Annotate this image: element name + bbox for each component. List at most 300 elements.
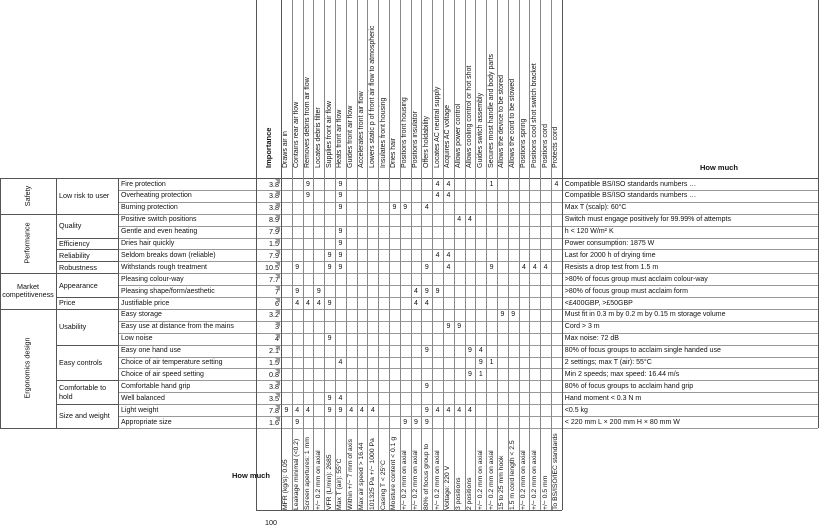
importance-value: 4: [275, 334, 279, 344]
target-value: +/− 0.5 mm: [541, 475, 549, 510]
grid-line: [118, 345, 818, 346]
target-value-column: [421, 428, 432, 510]
function-header-label: Locates AC neutral supply: [433, 86, 441, 168]
subcategory-label: Appearance: [59, 280, 98, 290]
function-header: [389, 0, 400, 178]
target-value: 1.5 m cord length < 2.5: [509, 440, 517, 510]
category-name: Ergonomics design: [23, 337, 33, 399]
relationship-value: 4: [522, 263, 526, 271]
requirement-label: Withstands rough treatment: [121, 263, 207, 271]
relationship-value: 9: [478, 359, 483, 366]
grid-line: [118, 368, 818, 369]
relationship-value: 9: [338, 180, 343, 188]
subcategory-label: Easy controls: [59, 357, 103, 367]
relationship-value: 9: [338, 240, 343, 247]
relationship-value: 9: [338, 406, 343, 414]
how-much-target: 2 settings; max T (air): 55°C: [564, 359, 652, 366]
requirement-label: Seldom breaks down (reliable): [121, 251, 216, 259]
relationship-value: 9: [500, 311, 505, 319]
function-header: [367, 0, 378, 178]
relationship-value: 4: [306, 406, 310, 414]
function-header-label: Allows cooling control or hot shot: [465, 65, 473, 168]
requirement-label: Fire protection: [121, 180, 166, 188]
subcategory-label: Robustness: [59, 262, 97, 272]
requirement-label: Well balanced: [121, 394, 165, 402]
subcategory-label: Usability: [59, 322, 87, 332]
how-much-target: < 220 mm L × 200 mm H × 80 mm W: [564, 418, 680, 426]
how-much-target: Switch must engage positively for 99.99% of attempts: [564, 216, 731, 224]
function-header-label: Draws air in: [282, 131, 290, 168]
function-header-label: Allows power control: [455, 103, 463, 168]
importance-marker: [275, 262, 280, 267]
grid-line: [118, 333, 818, 334]
target-value: 80% of focus group to: [422, 443, 430, 510]
function-header: [313, 0, 324, 178]
function-header: [551, 0, 562, 178]
how-much-target: Last for 2000 h of drying time: [564, 251, 656, 259]
requirement-label: Low noise: [121, 335, 153, 343]
relationship-value: 1: [489, 180, 494, 188]
category-name: Safety: [22, 185, 32, 207]
relationship-value: 9: [424, 347, 429, 355]
function-header: [335, 0, 346, 178]
how-much-target: Power consumption: 1875 W: [564, 240, 655, 247]
relationship-value: 4: [435, 180, 440, 188]
requirement-label: Justifiable price: [121, 299, 170, 307]
relationship-value: 9: [424, 406, 429, 414]
function-header: [465, 0, 476, 178]
target-value-column: [378, 428, 389, 510]
requirement-label: Appropriate size: [121, 418, 172, 426]
relationship-value: 4: [306, 299, 310, 307]
relationship-value: 9: [468, 347, 472, 355]
grid-line: [118, 416, 818, 417]
category-name: Market competitiveness: [2, 282, 54, 300]
grid-line: [0, 178, 1, 428]
importance-marker: [275, 191, 280, 196]
category-label: [0, 178, 56, 214]
function-header: [400, 0, 411, 178]
importance-value: 10.5: [265, 262, 279, 272]
requirement-label: Dries hair quickly: [121, 240, 175, 247]
function-header-label: Positions cord: [541, 124, 549, 168]
importance-value: 1.5: [269, 239, 279, 248]
category-label: [0, 309, 56, 428]
function-header-label: Supplies front air flow: [325, 101, 333, 168]
relationship-value: 4: [295, 299, 300, 307]
relationship-value: 9: [414, 418, 418, 426]
function-header: [529, 0, 540, 178]
grid-line: [118, 178, 119, 428]
target-value-column: [335, 428, 346, 510]
relationship-value: 9: [403, 204, 408, 212]
function-header-label: Allows the cord to be stowed: [509, 78, 517, 168]
grid-line: [118, 297, 818, 298]
relationship-value: 4: [468, 406, 472, 414]
subcategory-label: Quality: [59, 221, 82, 231]
importance-marker: [275, 239, 280, 244]
target-value: Max T (air): 55°C: [336, 458, 344, 510]
relationship-value: 9: [446, 323, 451, 331]
importance-value: 7.9: [269, 250, 279, 260]
relationship-value: 4: [446, 263, 451, 271]
importance-value: 3: [275, 322, 279, 332]
importance-value: 7.8: [269, 405, 279, 415]
function-header: [475, 0, 486, 178]
target-value-column: [475, 428, 486, 510]
relationship-value: 4: [295, 406, 300, 414]
importance-marker: [275, 286, 280, 291]
relationship-value: 9: [403, 418, 408, 426]
target-value-column: [508, 428, 519, 510]
importance-value: 3.2: [269, 310, 279, 320]
relationship-value: 4: [446, 251, 451, 259]
grid-line: [118, 392, 818, 393]
importance-marker: [275, 310, 280, 315]
requirement-label: Gentle and even heating: [121, 228, 198, 236]
importance-value: 3.8: [269, 179, 279, 189]
relationship-value: 4: [554, 180, 559, 188]
function-header: [443, 0, 454, 178]
how-much-target: Compatible BS/ISO standards numbers …: [564, 192, 697, 200]
grid-line: [118, 380, 818, 381]
function-header-label: Lowers static p of front air flow to atmospheric: [368, 25, 376, 168]
target-value-column: [313, 428, 324, 510]
importance-marker: [275, 381, 280, 386]
relationship-value: 9: [424, 263, 429, 271]
importance-value: 3.8: [269, 203, 279, 213]
target-value: +/− 0.2 mm on axial: [476, 450, 484, 510]
function-header-label: Protects cord: [552, 126, 560, 168]
target-value: VFR (L/min): 2685: [325, 454, 333, 510]
function-header: [508, 0, 519, 178]
target-value: Screen apertures: 1 mm: [303, 437, 311, 510]
how-much-target: h < 120 W/m² K: [564, 228, 614, 236]
how-much-target: Hand moment < 0.3 N m: [564, 394, 642, 402]
target-value: 3 positions: [455, 477, 463, 510]
function-header: [432, 0, 443, 178]
importance-marker: [275, 405, 280, 410]
target-value: +/− 0.2 mm on axial: [530, 450, 538, 510]
relationship-value: 9: [338, 228, 343, 236]
function-header: [411, 0, 422, 178]
function-header: [281, 0, 292, 178]
grid-line: [118, 249, 818, 250]
target-value-column: [519, 428, 530, 510]
target-value-column: [454, 428, 465, 510]
target-value: +/− 0.2 mm on axial: [411, 450, 419, 510]
target-value-column: [367, 428, 378, 510]
target-value-column: [292, 428, 303, 510]
function-header: [292, 0, 303, 178]
relationship-value: 4: [446, 406, 451, 414]
target-value: +/− 0.2 mm on axial: [519, 450, 527, 510]
target-value: Casing T < 25°C: [379, 460, 387, 510]
target-value-column: [303, 428, 314, 510]
subcategory-label: Efficiency: [59, 238, 90, 248]
importance-value: 7.9: [269, 227, 279, 237]
importance-marker: [275, 215, 280, 220]
relationship-value: 9: [468, 370, 472, 378]
relationship-value: 4: [414, 287, 418, 295]
how-much-target: >80% of focus group must acclaim form: [564, 287, 688, 295]
function-header: [519, 0, 530, 178]
function-header: [497, 0, 508, 178]
relationship-value: 9: [338, 204, 343, 212]
target-value: 101325 Pa +/− 1000 Pa: [368, 438, 376, 510]
grid-line: [118, 285, 818, 286]
relationship-value: 4: [338, 359, 343, 366]
target-value: +/− 0.2 mm on axial: [401, 450, 409, 510]
function-header-label: Insulates front housing: [379, 97, 387, 168]
relationship-value: 4: [457, 216, 462, 224]
requirement-label: Overheating protection: [121, 192, 192, 200]
target-value: +/− 0.2 mm on axial: [487, 450, 495, 510]
relationship-value: 4: [424, 299, 429, 307]
relationship-value: 9: [327, 263, 332, 271]
importance-marker: [275, 298, 280, 303]
importance-total: 100: [265, 518, 277, 527]
importance-value: 8.9: [269, 215, 279, 225]
category-name: Performance: [23, 222, 32, 265]
relationship-value: 4: [457, 406, 462, 414]
importance-marker: [275, 417, 280, 422]
target-value-column: [411, 428, 422, 510]
relationship-value: 4: [446, 192, 451, 200]
relationship-value: 9: [327, 406, 332, 414]
function-header-label: Guides switch assembly: [476, 92, 484, 168]
target-value-column: [443, 428, 454, 510]
importance-value: 3.5: [269, 393, 279, 403]
target-value: Leakage minimal (<0.2): [293, 438, 301, 510]
grid-line: [118, 226, 818, 227]
target-value-column: [497, 428, 508, 510]
function-header-label: Positions cool shot switch bracket: [530, 63, 538, 168]
function-header-label: Positions spring: [519, 118, 527, 168]
target-value: Within +/− 7 mm of axis: [347, 438, 355, 510]
importance-marker: [275, 322, 280, 327]
requirement-label: Choice of air speed setting: [121, 370, 204, 378]
target-value-column: [529, 428, 540, 510]
function-header-label: Contains rear air flow: [293, 101, 301, 168]
relationship-value: 9: [327, 394, 332, 402]
subcategory-label: Reliability: [59, 250, 90, 260]
relationship-value: 9: [338, 263, 343, 271]
function-header-label: Positions front housing: [401, 97, 409, 168]
function-header-label: Guides front air flow: [347, 105, 355, 168]
category-label: [0, 273, 56, 309]
function-header-label: Accelerates front air flow: [357, 91, 365, 168]
how-much-target: Min 2 speeds; max speed: 16.44 m/s: [564, 370, 680, 378]
function-header-label: Heats front air flow: [336, 109, 344, 168]
grid-line: [118, 404, 818, 405]
requirement-label: Comfortable hand grip: [121, 382, 191, 390]
relationship-value: 4: [435, 192, 440, 200]
function-header-label: Removes debris from air flow: [303, 77, 311, 168]
function-header-label: Offers holdability: [422, 115, 430, 168]
how-much-target: Max T (scalp): 60°C: [564, 204, 627, 212]
relationship-value: 9: [327, 251, 332, 259]
relationship-value: 4: [349, 406, 354, 414]
how-much-target: Max noise: 72 dB: [564, 335, 619, 343]
category-label: [0, 214, 56, 274]
function-header: [454, 0, 465, 178]
target-value-column: [432, 428, 443, 510]
grid-line: [256, 0, 257, 510]
requirement-label: Easy storage: [121, 311, 162, 319]
relationship-value: 9: [338, 251, 343, 259]
importance-marker: [275, 358, 280, 363]
grid-line: [118, 202, 818, 203]
requirement-label: Easy use at distance from the mains: [121, 323, 234, 331]
requirement-label: Choice of air temperature setting: [121, 359, 223, 366]
target-value: 15 to 25 mm hook: [498, 455, 506, 510]
function-header-label: Acquires AC voltage: [444, 104, 452, 168]
target-value: 2 positions: [465, 477, 473, 510]
function-header: [346, 0, 357, 178]
relationship-value: 9: [489, 263, 494, 271]
importance-header-label: Importance: [263, 127, 273, 168]
function-header-label: Secures most handle and body parts: [487, 53, 495, 168]
target-value-column: [346, 428, 357, 510]
grid-line: [118, 309, 818, 310]
relationship-value: 4: [446, 180, 451, 188]
function-header-label: Allows the device to be stored: [498, 75, 506, 168]
relationship-value: 9: [435, 287, 440, 295]
how-much-target: Resists a drop test from 1.5 m: [564, 263, 659, 271]
relationship-value: 4: [435, 406, 440, 414]
importance-marker: [275, 346, 280, 351]
grid-line: [562, 0, 563, 510]
importance-value: 3.8: [269, 191, 279, 201]
how-much-target: >80% of focus group must acclaim colour-way: [564, 275, 708, 283]
function-header: [357, 0, 368, 178]
requirement-label: Easy one hand use: [121, 347, 181, 355]
requirement-label: Burning protection: [121, 204, 178, 212]
function-header: [540, 0, 551, 178]
grid-line: [118, 238, 818, 239]
target-value-column: [324, 428, 335, 510]
how-much-footer-label: How much: [232, 471, 270, 480]
importance-marker: [275, 369, 280, 374]
relationship-value: 9: [306, 192, 310, 200]
target-value: Moisture content < 0.1 g: [390, 436, 398, 510]
target-value: MFR (kg/s): 0.05: [282, 459, 290, 510]
target-value-column: [486, 428, 497, 510]
relationship-value: 9: [306, 180, 310, 188]
target-value: +/− 0.2 mm on axial: [433, 450, 441, 510]
target-value-column: [389, 428, 400, 510]
relationship-value: 9: [327, 299, 332, 307]
relationship-value: 4: [478, 347, 483, 355]
grid-line: [118, 261, 818, 262]
relationship-value: 9: [338, 192, 343, 200]
importance-marker: [275, 334, 280, 339]
importance-value: 7.7: [269, 274, 279, 284]
how-much-target: Cord > 3 m: [564, 323, 600, 331]
relationship-value: 9: [424, 382, 429, 390]
relationship-value: 9: [295, 287, 300, 295]
relationship-value: 1: [489, 359, 494, 366]
importance-marker: [275, 250, 280, 255]
relationship-value: 4: [338, 394, 343, 402]
importance-marker: [275, 203, 280, 208]
requirement-label: Pleasing shape/form/aesthetic: [121, 287, 215, 295]
requirement-label: Positive switch positions: [121, 216, 197, 224]
relationship-value: 4: [360, 406, 364, 414]
function-header: [486, 0, 497, 178]
function-header: [421, 0, 432, 178]
relationship-value: 9: [424, 287, 429, 295]
grid-line: [118, 321, 818, 322]
relationship-value: 9: [316, 287, 321, 295]
function-header-label: Positions insulator: [411, 111, 419, 168]
importance-header: [256, 0, 281, 178]
how-much-target: Compatible BS/ISO standards numbers …: [564, 180, 697, 188]
grid-line: [118, 273, 818, 274]
target-value: Voltage: 220 V: [444, 465, 452, 510]
grid-line: [118, 357, 818, 358]
importance-value: 7: [275, 286, 279, 296]
relationship-value: 4: [424, 204, 429, 212]
relationship-value: 1: [478, 370, 483, 378]
grid-line: [0, 178, 818, 179]
grid-line: [118, 190, 818, 191]
target-value-column: [357, 428, 368, 510]
importance-value: 6: [275, 298, 279, 308]
relationship-value: 4: [435, 251, 440, 259]
function-header: [378, 0, 389, 178]
target-value: +/− 0.2 mm on axial: [314, 450, 322, 510]
relationship-value: 9: [424, 418, 429, 426]
relationship-value: 4: [414, 299, 418, 307]
target-value-column: [400, 428, 411, 510]
how-much-target: <£400GBP, >£50GBP: [564, 299, 633, 307]
relationship-value: 4: [532, 263, 537, 271]
target-value-column: [540, 428, 551, 510]
requirement-label: Pleasing colour-way: [121, 275, 184, 283]
how-much-target: 80% of focus groups to acclaim hand grip: [564, 382, 694, 390]
function-header: [324, 0, 335, 178]
importance-value: 0.8: [269, 369, 279, 379]
relationship-value: 4: [316, 299, 321, 307]
grid-line: [118, 214, 818, 215]
how-much-header-label: How much: [700, 163, 738, 172]
importance-marker: [275, 179, 280, 184]
relationship-value: 9: [327, 335, 332, 343]
function-header-label: Dries hair: [390, 138, 398, 168]
subcategory-label: Comfortable to hold: [59, 383, 107, 402]
importance-marker: [275, 227, 280, 232]
requirement-label: Light weight: [121, 406, 159, 414]
subcategory-label: Low risk to user: [59, 191, 110, 201]
relationship-value: 4: [468, 216, 472, 224]
importance-marker: [275, 393, 280, 398]
grid-line: [256, 510, 562, 511]
relationship-value: 4: [543, 263, 548, 271]
importance-value: 2.1: [269, 346, 279, 356]
target-value: Max air speed > 16.44: [357, 442, 365, 510]
subcategory-label: Size and weight: [59, 411, 110, 421]
grid-line: [56, 178, 57, 428]
relationship-value: 9: [392, 204, 397, 212]
target-value-column: [551, 428, 562, 510]
target-value: To BS/ISO/IEC standards: [552, 433, 560, 510]
relationship-value: 9: [295, 418, 300, 426]
relationship-value: 9: [295, 263, 300, 271]
how-much-target: 80% of focus groups to acclaim single handed use: [564, 347, 721, 355]
function-header-label: Locates debris filter: [314, 107, 322, 168]
